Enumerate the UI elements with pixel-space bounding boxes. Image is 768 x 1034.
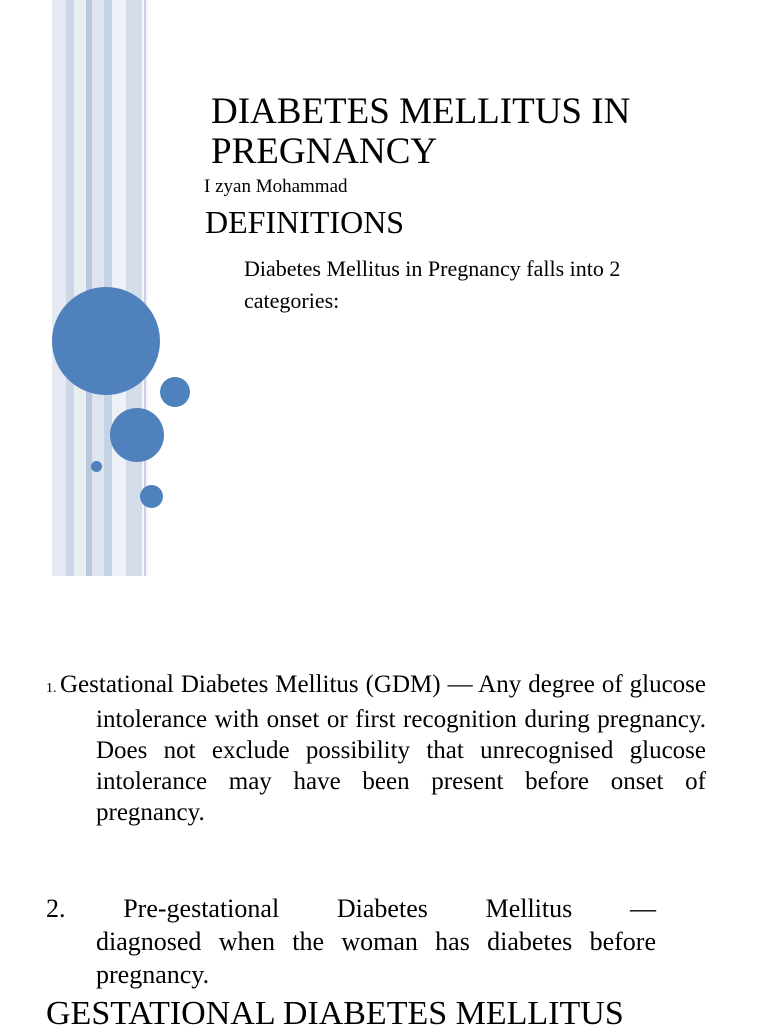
- section-heading: GESTATIONAL DIABETES MELLITUS: [46, 995, 624, 1032]
- definition-text: Gestational Diabetes Mellitus (GDM) — Any degree of glucose intolerance with onset or first recognition during pregnancy. Does not exclude possibility that unrecognised glucose intolerance may have been present before onset of pregnancy.: [60, 671, 706, 826]
- decorative-circle-large: [52, 287, 160, 395]
- list-number: 1.: [46, 681, 57, 696]
- list-number: 2.: [46, 894, 66, 923]
- author-name: I zyan Mohammad: [204, 176, 348, 197]
- definition-item-pregestational: [46, 892, 656, 991]
- definition-text: diagnosed when the woman has diabetes before pregnancy.: [96, 927, 656, 989]
- decorative-circle-medium: [110, 408, 164, 462]
- decorative-circle-tiny: [91, 461, 102, 472]
- decorative-circle-small: [160, 377, 190, 407]
- decorative-circle-small: [140, 485, 163, 508]
- definition-item-gdm: [46, 669, 706, 828]
- definitions-heading: DEFINITIONS: [205, 204, 405, 240]
- intro-paragraph: Diabetes Mellitus in Pregnancy falls into 2 categories:: [244, 256, 621, 313]
- definition-word: Diabetes: [336, 894, 428, 923]
- document-title: DIABETES MELLITUS IN PREGNANCY: [211, 91, 631, 172]
- definition-word: Pre-gestational: [123, 894, 280, 923]
- definition-word: —: [629, 894, 656, 923]
- definition-first-line: [46, 892, 656, 925]
- definition-word: Mellitus: [485, 894, 573, 923]
